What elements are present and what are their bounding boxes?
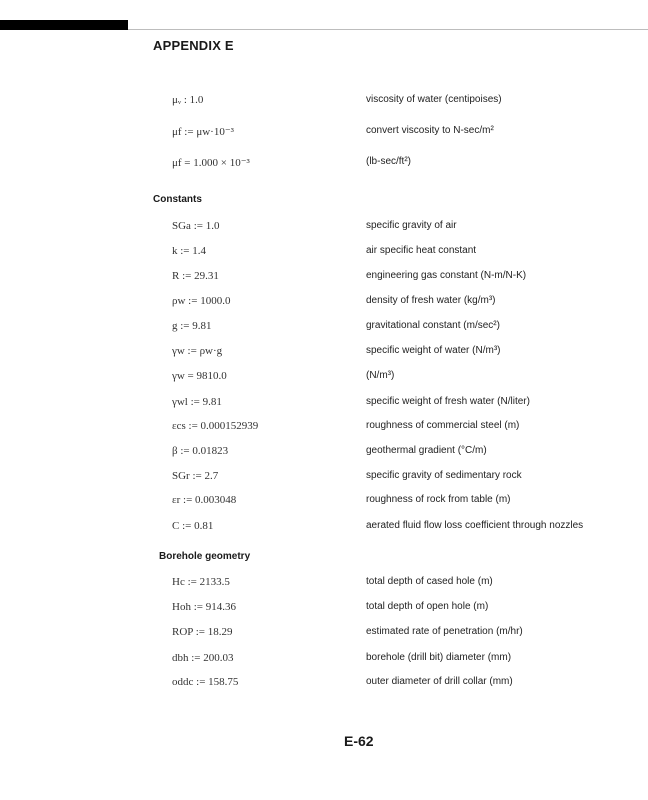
description: specific gravity of sedimentary rock	[366, 470, 522, 481]
formula: ROP := 18.29	[172, 626, 233, 638]
borehole-row	[0, 601, 648, 619]
constant-row	[0, 320, 648, 338]
formula: SGr := 2.7	[172, 470, 219, 482]
appendix-title: APPENDIX E	[153, 38, 234, 53]
borehole-row	[0, 676, 648, 694]
variable-row	[0, 94, 648, 112]
page-number: E-62	[344, 733, 374, 749]
borehole-row	[0, 626, 648, 644]
variable-row	[0, 156, 648, 174]
formula: Hoh := 914.36	[172, 601, 236, 613]
formula: μf = 1.000 × 10⁻³	[172, 157, 250, 169]
constant-row	[0, 520, 648, 538]
formula: γwl := 9.81	[172, 396, 222, 408]
formula: γw := ρw·g	[172, 345, 223, 357]
constant-row	[0, 245, 648, 263]
constant-row	[0, 370, 648, 388]
formula: Hc := 2133.5	[172, 576, 230, 588]
header-bar	[0, 20, 128, 30]
description: total depth of cased hole (m)	[366, 576, 493, 587]
formula: SGa := 1.0	[172, 220, 220, 232]
formula: R := 29.31	[172, 270, 219, 282]
constant-row	[0, 270, 648, 288]
description: aerated fluid flow loss coefficient through nozzles	[366, 520, 584, 531]
description: specific weight of water (N/m³)	[366, 345, 501, 356]
constant-row	[0, 420, 648, 438]
description: (lb-sec/ft²)	[366, 156, 411, 167]
formula: εr := 0.003048	[172, 494, 237, 506]
description: gravitational constant (m/sec²)	[366, 320, 500, 331]
formula: μf := μw·10⁻³	[172, 126, 234, 138]
description: specific weight of fresh water (N/liter)	[366, 396, 530, 407]
description: roughness of rock from table (m)	[366, 494, 511, 505]
constant-row	[0, 445, 648, 463]
description: total depth of open hole (m)	[366, 601, 489, 612]
constant-row	[0, 345, 648, 363]
description: density of fresh water (kg/m³)	[366, 295, 496, 306]
formula: γw = 9810.0	[172, 370, 227, 382]
description: borehole (drill bit) diameter (mm)	[366, 652, 512, 663]
formula: β := 0.01823	[172, 445, 229, 457]
formula: dbh := 200.03	[172, 652, 234, 664]
constant-row	[0, 220, 648, 238]
description: engineering gas constant (N-m/N-K)	[366, 270, 527, 281]
formula: C := 0.81	[172, 520, 214, 532]
description: air specific heat constant	[366, 245, 477, 256]
description: viscosity of water (centipoises)	[366, 94, 502, 105]
description: (N/m³)	[366, 370, 395, 381]
constant-row	[0, 494, 648, 512]
description: geothermal gradient (°C/m)	[366, 445, 487, 456]
section-title-borehole: Borehole geometry	[159, 551, 251, 562]
description: specific gravity of air	[366, 220, 457, 231]
borehole-row	[0, 652, 648, 670]
description: roughness of commercial steel (m)	[366, 420, 520, 431]
borehole-row	[0, 576, 648, 594]
description: estimated rate of penetration (m/hr)	[366, 626, 523, 637]
description: outer diameter of drill collar (mm)	[366, 676, 513, 687]
formula: ρw := 1000.0	[172, 295, 231, 307]
section-title-constants: Constants	[153, 194, 202, 205]
constant-row	[0, 470, 648, 488]
constant-row	[0, 295, 648, 313]
formula: g := 9.81	[172, 320, 212, 332]
formula: εcs := 0.000152939	[172, 420, 259, 432]
formula: μᵥ : 1.0	[172, 94, 204, 106]
variable-row	[0, 125, 648, 143]
formula: oddc := 158.75	[172, 676, 239, 688]
header-rule	[128, 29, 648, 30]
description: convert viscosity to N-sec/m²	[366, 125, 494, 136]
constant-row	[0, 396, 648, 414]
formula: k := 1.4	[172, 245, 207, 257]
